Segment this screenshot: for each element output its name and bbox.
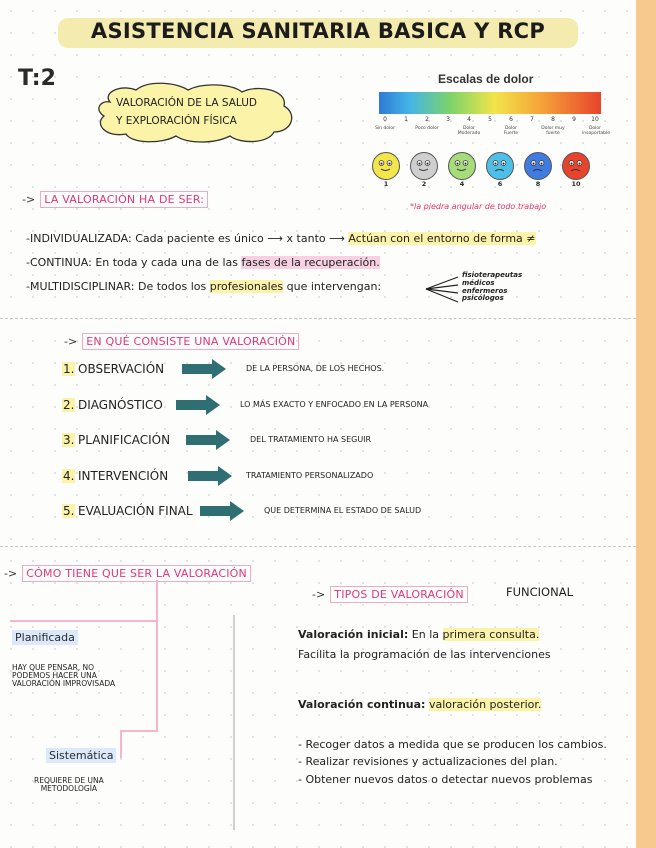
pain-tick: 10 <box>591 116 599 123</box>
branch-arrows-icon <box>424 274 460 308</box>
page-title: ASISTENCIA SANITARIA BASICA Y RCP <box>90 19 546 43</box>
line-body: De todos los <box>134 280 210 293</box>
pain-tick: 5 <box>488 116 492 123</box>
step-label: INTERVENCIÓN <box>78 469 169 483</box>
divider <box>0 318 636 319</box>
step-label: PLANIFICACIÓN <box>78 433 171 447</box>
section-tipos-de-valoracion <box>312 583 468 603</box>
step-arrow-icon <box>176 395 220 415</box>
step-number: 5. <box>63 504 75 518</box>
pain-tick: 6 <box>509 116 513 123</box>
line-highlight: profesionales <box>209 280 284 293</box>
sistematica-label: Sistemática <box>46 748 116 763</box>
pain-face-icon <box>486 152 514 180</box>
step-description: TRATAMIENTO PERSONALIZADO <box>246 471 374 480</box>
cloud-line-1: VALORACIÓN DE LA SALUD <box>116 97 257 109</box>
section-como-tiene-que-ser <box>4 562 251 582</box>
pain-tick: 0 <box>383 116 387 123</box>
note-line: PODEMOS HACER UNA <box>12 671 97 680</box>
step-label: OBSERVACIÓN <box>78 362 165 376</box>
note-line: METODOLOGÍA <box>40 784 98 793</box>
step-arrow-icon <box>200 501 244 521</box>
step-description: DEL TRATAMIENTO HA SEGUIR <box>250 435 372 444</box>
line-lead: -CONTINUA: <box>26 256 92 269</box>
cornerstone-note: *la piedra angular de todo trabajo <box>410 202 547 211</box>
bullet-2: - Realizar revisiones y actualizaciones del plan. <box>298 755 558 768</box>
inicial-text: En la <box>408 628 443 641</box>
divider <box>0 546 636 547</box>
step-description: DE LA PERSONA, DE LOS HECHOS. <box>246 364 385 373</box>
pain-scale-bar <box>379 92 601 114</box>
pain-face-icon <box>410 152 438 180</box>
funcional-label: FUNCIONAL <box>506 585 573 599</box>
inicial-highlight: primera consulta. <box>442 628 540 641</box>
connector-line <box>120 730 122 758</box>
pain-tick: 3 <box>446 116 450 123</box>
step-number: 1. <box>63 362 75 376</box>
line-individualizada <box>26 232 536 245</box>
connector-line <box>156 580 158 730</box>
pain-face-number: 1 <box>383 180 389 188</box>
topic-cloud <box>92 82 300 144</box>
note-line: REQUIERE DE UNA <box>34 776 104 785</box>
pain-descriptor: Dolor insoportable <box>582 126 611 136</box>
pain-face-icon <box>524 152 552 180</box>
page-edge-strip <box>636 0 656 848</box>
pain-face-icon <box>448 152 476 180</box>
valoracion-continua <box>298 698 541 711</box>
professional-item: enfermeros <box>462 286 508 295</box>
pain-face-number: 8 <box>535 180 541 188</box>
step-arrow-icon <box>186 430 230 450</box>
professional-item: fisioterapeutas <box>462 271 523 279</box>
pain-face-number: 10 <box>571 180 581 188</box>
arrow-marker: -> <box>4 567 18 580</box>
arrow-marker: -> <box>64 335 78 348</box>
pain-descriptor: Poco dolor <box>415 126 439 131</box>
pain-face-icon <box>562 152 590 180</box>
pain-descriptor: Dolor Fuerte <box>503 126 519 136</box>
section-heading: TIPOS DE VALORACIÓN <box>330 586 468 603</box>
line-multidisciplinar <box>26 280 381 293</box>
professional-item: psicólogos <box>462 294 504 303</box>
sistematica-note <box>34 777 104 793</box>
section-en-que-consiste <box>64 330 299 350</box>
step-number: 4. <box>63 469 75 483</box>
note-line: HAY QUE PENSAR, NO <box>12 663 95 672</box>
line-tail: que intervengan: <box>283 280 382 293</box>
inicial-line-2: Facilita la programación de las intervenciones <box>298 648 551 661</box>
section-heading: CÓMO TIENE QUE SER LA VALORACIÓN <box>22 565 251 582</box>
line-body: Cada paciente es único ⟶ x tanto ⟶ <box>131 232 349 245</box>
line-highlight: Actúan con el entorno de forma ≠ <box>348 232 536 245</box>
professionals-list <box>462 272 522 303</box>
pain-descriptor: Dolor Moderado <box>457 126 481 136</box>
pain-descriptor: Dolor muy fuerte <box>541 126 565 136</box>
step-description: LO MÁS EXACTO Y ENFOCADO EN LA PERSONA <box>240 400 429 409</box>
valoracion-inicial <box>298 628 539 641</box>
title-block <box>58 14 578 50</box>
bullet-3: - Obtener nuevos datos o detectar nuevos problemas <box>298 773 593 786</box>
pain-scale-descriptors <box>375 126 611 140</box>
pain-tick: 8 <box>551 116 555 123</box>
step-arrow-icon <box>182 359 226 379</box>
pain-faces <box>372 152 608 182</box>
column-divider <box>233 615 235 830</box>
step-number: 3. <box>63 433 75 447</box>
pain-tick: 4 <box>467 116 471 123</box>
pain-tick: 1 <box>404 116 408 123</box>
section-heading: LA VALORACIÓN HA DE SER: <box>40 191 208 208</box>
pain-face-icon <box>372 152 400 180</box>
line-continua <box>26 256 380 269</box>
step-description: QUE DETERMINA EL ESTADO DE SALUD <box>264 506 422 515</box>
pain-tick: 7 <box>530 116 534 123</box>
pain-face-number: 4 <box>459 180 465 188</box>
pain-face-number: 6 <box>497 180 503 188</box>
cloud-line-2: Y EXPLORACIÓN FÍSICA <box>116 115 237 127</box>
line-highlight: fases de la recuperación. <box>241 256 380 269</box>
step-label: DIAGNÓSTICO <box>78 398 163 412</box>
continua-highlight: valoración posterior. <box>428 698 542 711</box>
section-valoracion-ha-de-ser <box>22 188 208 208</box>
line-lead: -INDIVIDUALIZADA: <box>26 232 132 245</box>
connector-line <box>10 620 158 622</box>
pain-scale-title: Escalas de dolor <box>438 72 534 86</box>
line-lead: -MULTIDISCIPLINAR: <box>26 280 135 293</box>
note-line: VALORACIÓN IMPROVISADA <box>12 679 116 688</box>
line-body: En toda y cada una de las <box>91 256 242 269</box>
topic-number: T:2 <box>18 66 56 91</box>
pain-scale-ticks <box>379 116 601 126</box>
arrow-marker: -> <box>22 193 36 206</box>
step-label: EVALUACIÓN FINAL <box>78 504 193 518</box>
pain-face-number: 2 <box>421 180 427 188</box>
professional-item: médicos <box>462 278 495 287</box>
inicial-lead: Valoración inicial: <box>298 628 409 641</box>
section-heading: EN QUÉ CONSISTE UNA VALORACIÓN <box>82 333 299 350</box>
step-arrow-icon <box>188 466 232 486</box>
continua-lead: Valoración continua: <box>298 698 426 711</box>
planificada-note <box>12 664 115 688</box>
connector-line <box>120 730 158 732</box>
bullet-1: - Recoger datos a medida que se producen los cambios. <box>298 738 607 751</box>
pain-descriptor: Sin dolor <box>375 126 395 131</box>
arrow-marker: -> <box>312 588 326 601</box>
step-number: 2. <box>63 398 75 412</box>
pain-tick: 2 <box>425 116 429 123</box>
cloud-text <box>116 94 257 130</box>
planificada-label: Planificada <box>12 630 78 645</box>
pain-tick: 9 <box>572 116 576 123</box>
